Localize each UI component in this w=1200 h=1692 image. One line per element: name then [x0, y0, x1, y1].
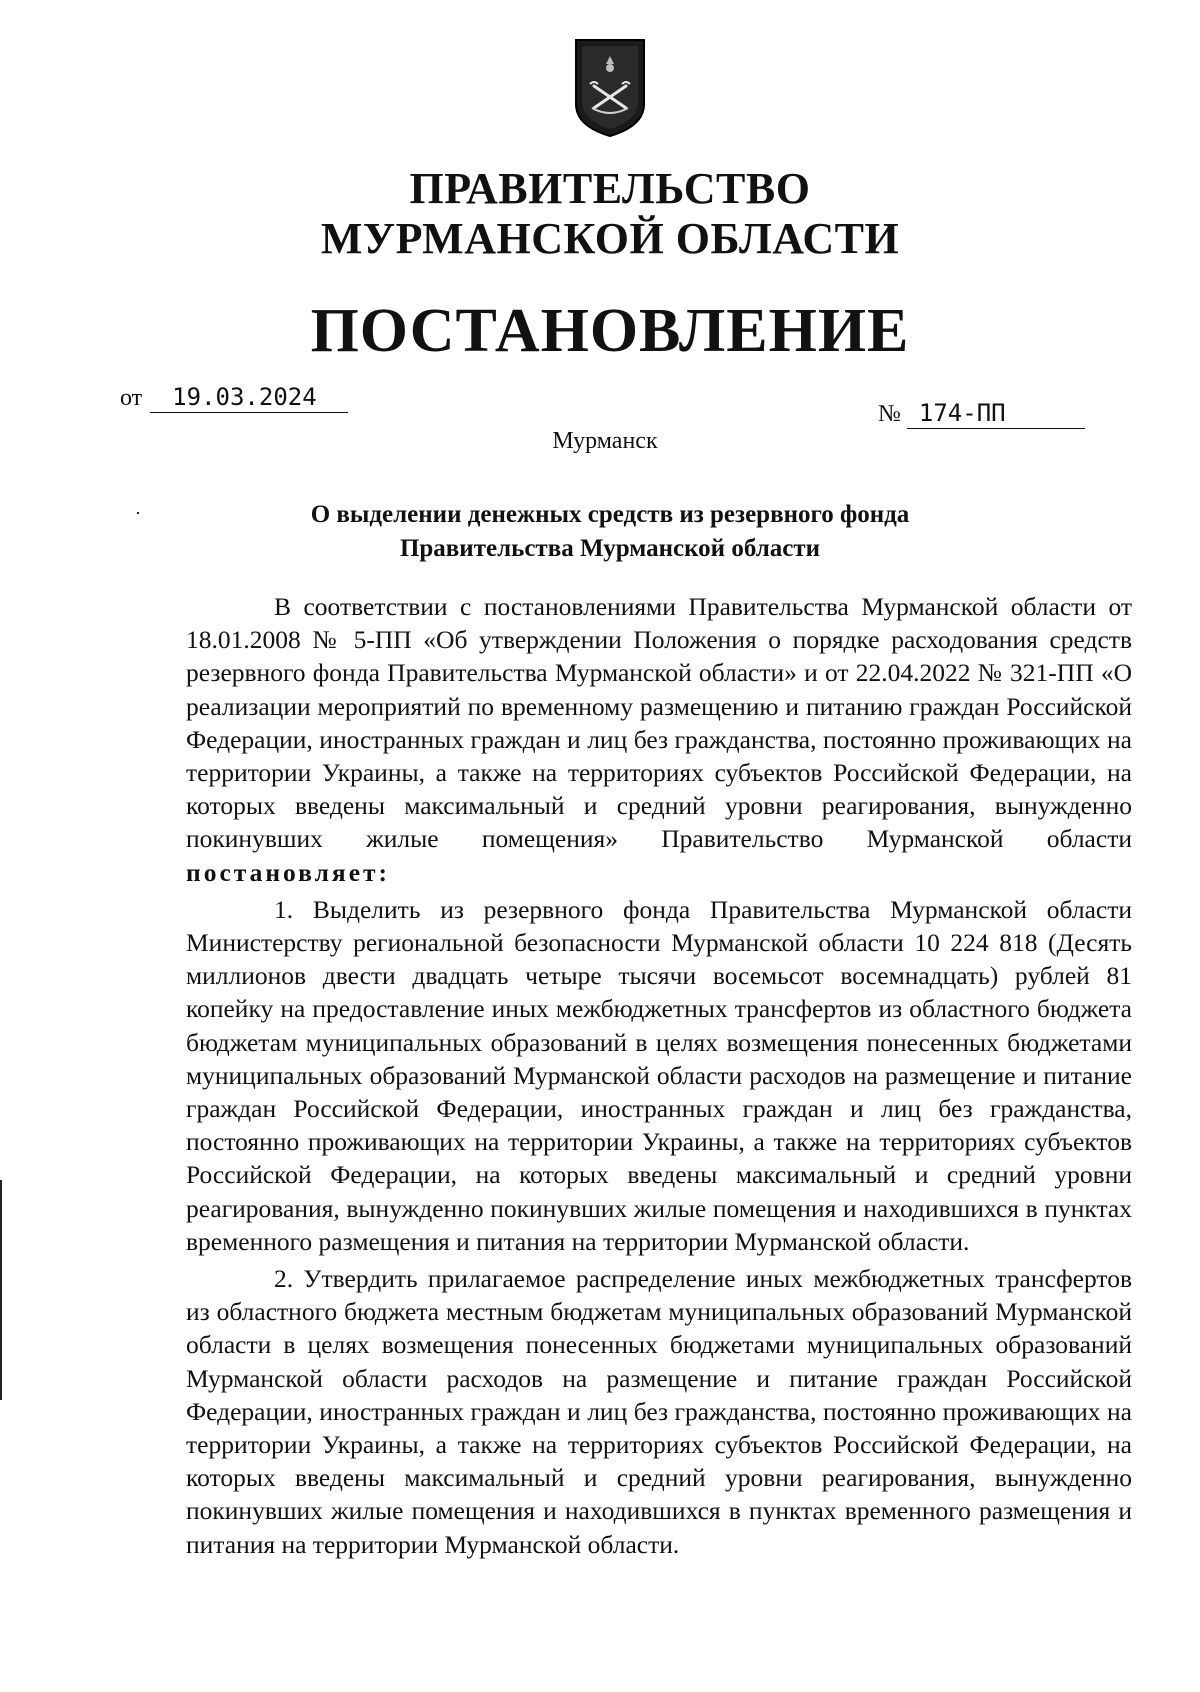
government-title: [250, 164, 970, 264]
scan-edge-mark: [0, 1180, 2, 1400]
item-2-paragraph: 2. Утвердить прилагаемое распределение иных межбюджетных трансфертов из областного бюджета местным бюджетам муниципальных образований Мурманской области в целях возмещения понесенных бюджетами муниципальных образований Мурманской области расходов на размещение и питание граждан Российской Федерации, иностранных граждан и лиц без гражданства, постоянно проживающих на территории Украины, а также на территориях субъектов Российской Федерации, на которых введены максимальный и средний уровни реагирования, вынужденно покинувших жилые помещения и находившихся в пунктах временного размещения и питания на территории Мурманской области.: [186, 1264, 1132, 1559]
coat-of-arms-icon: [570, 34, 650, 138]
government-title-line1: ПРАВИТЕЛЬСТВО: [409, 164, 811, 213]
decree-word: постановляет:: [186, 857, 391, 887]
date-field: [120, 382, 348, 413]
preamble-text: В соответствии с постановлениями Правительства Мурманской области от 18.01.2008 № 5-ПП «Об утверждении Положения о порядке расходования средств резервного фонда Правительства Мурманской области» и от 22.04.2022 № 321-ПП «О реализации мероприятий по временному размещению и питанию граждан Российской Федерации, иностранных граждан и лиц без гражданства, постоянно проживающих на территории Украины, а также на территориях субъектов Российской Федерации, на которых введены максимальный и средний уровни реагирования, вынужденно покинувших жилые помещения» Правительство Мурманской области: [186, 592, 1132, 854]
preamble-paragraph: [186, 590, 1132, 889]
number-field: [878, 398, 1085, 429]
document-subject: [250, 498, 970, 566]
government-title-line2: МУРМАНСКОЙ ОБЛАСТИ: [320, 214, 900, 263]
city-name: Мурманск: [552, 428, 658, 454]
date-value: 19.03.2024: [150, 382, 348, 413]
scan-dot-mark: [137, 512, 139, 514]
number-value: 174-ПП: [907, 398, 1085, 429]
document-type: ПОСТАНОВЛЕНИЕ: [310, 297, 910, 365]
number-prefix: №: [878, 401, 901, 427]
date-prefix: от: [120, 385, 143, 411]
document-body: [186, 590, 1132, 1561]
subject-line2: Правительства Мурманской области: [399, 535, 821, 562]
item-1-paragraph: 1. Выделить из резервного фонда Правительства Мурманской области Министерству региональной безопасности Мурманской области 10 224 818 (Десять миллионов двести двадцать четыре тысячи восемьсот восемнадцать) рублей 81 копейку на предоставление иных межбюджетных трансфертов из областного бюджета бюджетам муниципальных образований в целях возмещения понесенных бюджетами муниципальных образований Мурманской области расходов на размещение и питание граждан Российской Федерации, иностранных граждан и лиц без гражданства, постоянно проживающих на территории Украины, а также на территориях субъектов Российской Федерации, на которых введены максимальный и средний уровни реагирования, вынужденно покинувших жилые помещения и находившихся в пунктах временного размещения и питания на территории Мурманской области.: [186, 894, 1132, 1256]
subject-line1: О выделении денежных средств из резервного фонда: [310, 501, 910, 528]
